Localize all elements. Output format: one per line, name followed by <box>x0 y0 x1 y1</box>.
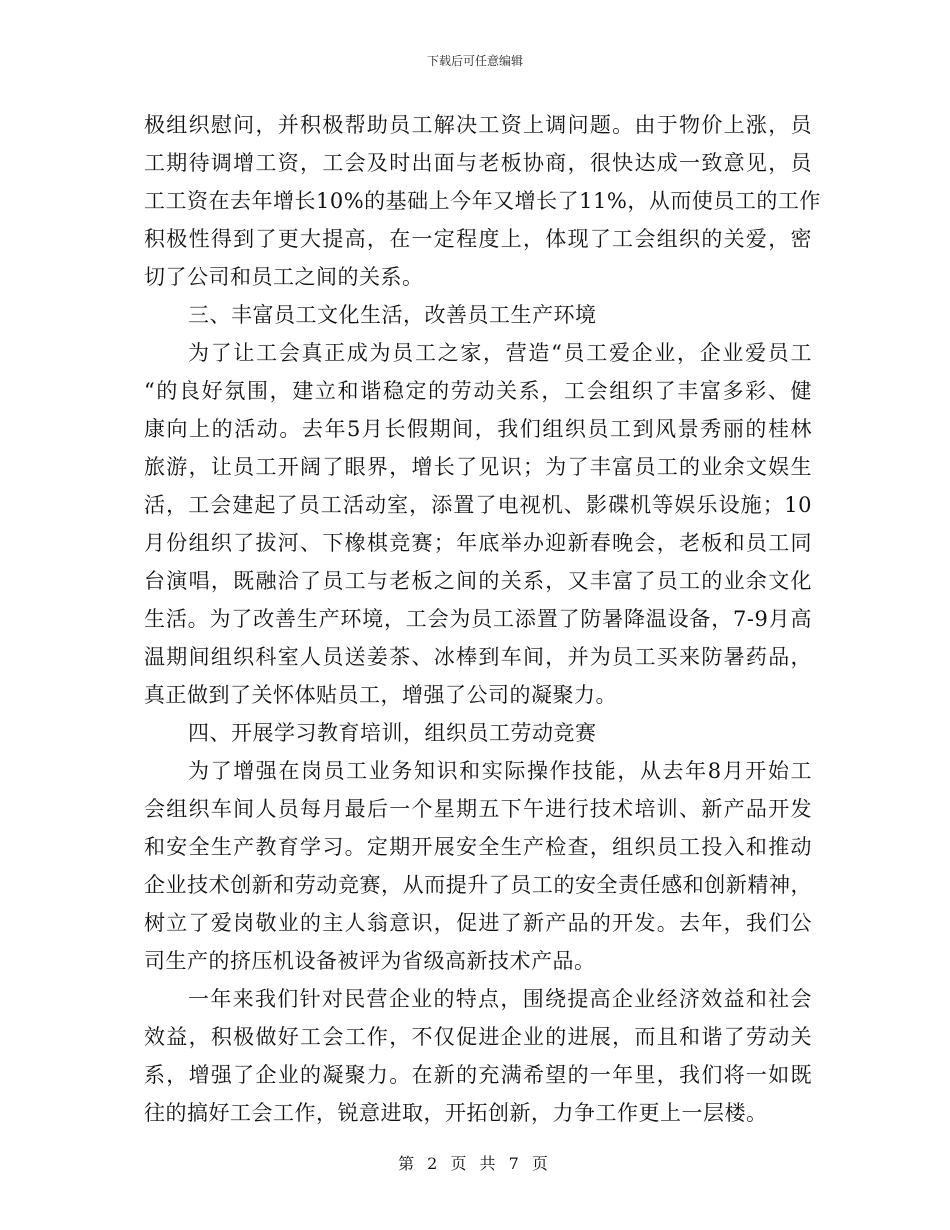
text-line: 一年来我们针对民营企业的特点，围绕提高企业经济效益和社会 <box>188 987 812 1011</box>
text-line: 真正做到了关怀体贴员工，增强了公司的凝聚力。 <box>144 683 617 707</box>
text-line: 效益，积极做好工会工作，不仅促进企业的进展，而且和谐了劳动关 <box>144 1025 812 1049</box>
text-line: 司生产的挤压机设备被评为省级高新技术产品。 <box>144 949 596 973</box>
text-line: 为了让工会真正成为员工之家，营造“员工爱企业，企业爱员工 <box>188 341 812 365</box>
text-line: 树立了爱岗敬业的主人翁意识，促进了新产品的开发。去年，我们公 <box>144 911 812 935</box>
text-line: 台演唱，既融洽了员工与老板之间的关系，又丰富了员工的业余文化 <box>144 569 812 593</box>
document-body <box>144 106 821 1132</box>
page-header: 下载后可任意编辑 <box>426 54 523 68</box>
text-line: 积极性得到了更大提高，在一定程度上，体现了工会组织的关爱，密 <box>144 227 812 251</box>
section-heading-four <box>144 714 812 752</box>
text-line: 生活。为了改善生产环境，工会为员工添置了防暑降温设备，7-9月高 <box>144 607 812 631</box>
heading-text: 四、开展学习教育培训，组织员工劳动竞赛 <box>188 721 597 745</box>
text-line: 工工资在去年增长10%的基础上今年又增长了11%，从而使员工的工作 <box>144 189 821 213</box>
text-line: 月份组织了拔河、下橡棋竞赛；年底举办迎新春晚会，老板和员工同 <box>144 531 812 555</box>
training-paragraph <box>144 752 812 980</box>
page-number: 第 2 页 共 7 页 <box>398 1154 552 1173</box>
text-line: 系，增强了企业的凝聚力。在新的充满希望的一年里，我们将一如既 <box>144 1063 812 1087</box>
summary-paragraph <box>144 980 812 1132</box>
section-heading-three <box>144 296 812 334</box>
text-line: 企业技术创新和劳动竞赛，从而提升了员工的安全责任感和创新精神， <box>144 873 812 897</box>
text-line: 康向上的活动。去年5月长假期间，我们组织员工到风景秀丽的桂林 <box>144 417 812 441</box>
text-line: “的良好氛围，建立和谐稳定的劳动关系，工会组织了丰富多彩、健 <box>144 379 812 403</box>
text-line: 活，工会建起了员工活动室，添置了电视机、影碟机等娱乐设施；10 <box>144 493 812 517</box>
text-line: 会组织车间人员每月最后一个星期五下午进行技术培训、新产品开发 <box>144 797 812 821</box>
heading-text: 三、丰富员工文化生活，改善员工生产环境 <box>188 303 597 327</box>
text-line: 温期间组织科室人员送姜茶、冰棒到车间，并为员工买来防暑药品， <box>144 645 812 669</box>
culture-life-paragraph <box>144 334 812 714</box>
text-line: 往的搞好工会工作，锐意进取，开拓创新，力争工作更上一层楼。 <box>144 1101 768 1125</box>
text-line: 切了公司和员工之间的关系。 <box>144 265 424 289</box>
text-line: 旅游，让员工开阔了眼界，增长了见识；为了丰富员工的业余文娱生 <box>144 455 812 479</box>
text-line: 为了增强在岗员工业务知识和实际操作技能，从去年8月开始工 <box>188 759 812 783</box>
text-line: 工期待调增工资，工会及时出面与老板协商，很快达成一致意见，员 <box>144 151 812 175</box>
continuation-paragraph <box>144 106 821 296</box>
text-line: 和安全生产教育学习。定期开展安全生产检查，组织员工投入和推动 <box>144 835 812 859</box>
text-line: 极组织慰问，并积极帮助员工解决工资上调问题。由于物价上涨，员 <box>144 113 812 137</box>
